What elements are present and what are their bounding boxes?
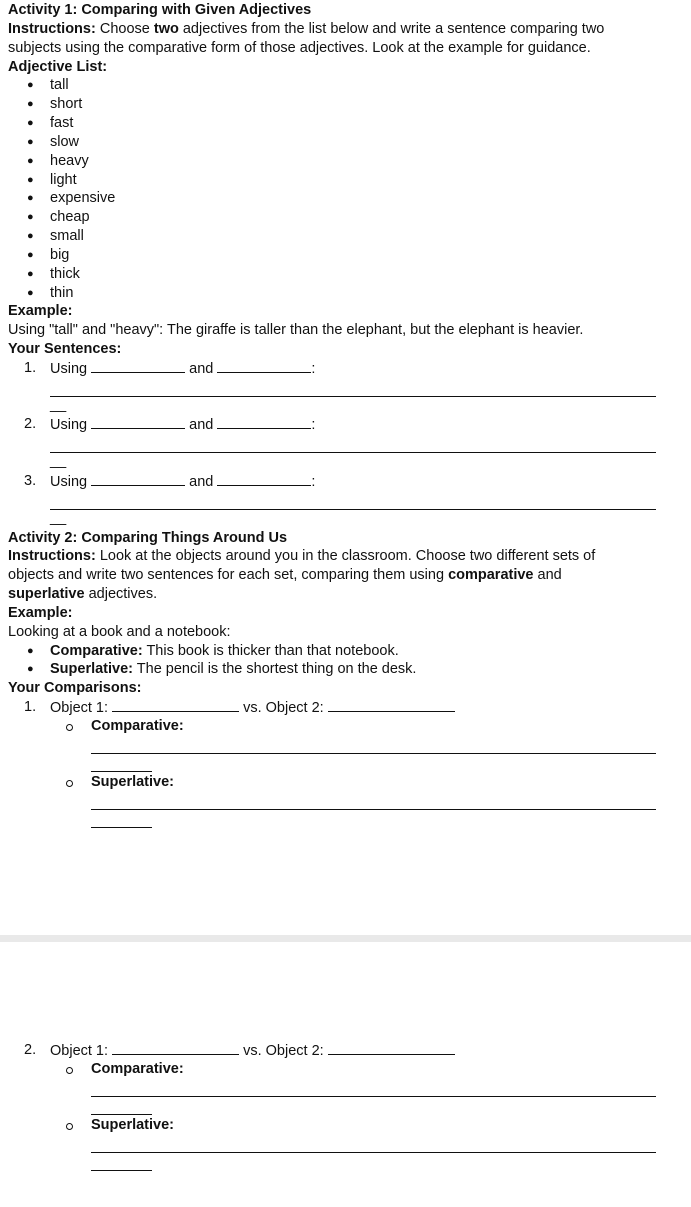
list-item: small bbox=[50, 228, 84, 244]
activity1-example-text: Using "tall" and "heavy": The giraffe is taller than the elephant, but the elephant is heavier. bbox=[8, 322, 584, 338]
bullet: ● bbox=[27, 155, 34, 167]
list-item: big bbox=[50, 247, 70, 263]
list-item: cheap bbox=[50, 209, 90, 225]
sentence-number: 2. bbox=[24, 416, 37, 432]
bullet: ● bbox=[27, 663, 34, 675]
adjective-2-blank[interactable] bbox=[217, 359, 311, 373]
sentence-2-answer-line-tail: __ bbox=[50, 453, 67, 469]
activity1-title: Activity 1: Comparing with Given Adjectives bbox=[8, 2, 312, 18]
activity2-example-intro: Looking at a book and a notebook: bbox=[8, 624, 231, 640]
list-item: slow bbox=[50, 134, 80, 150]
sentence-1-prompt: Using and : bbox=[50, 361, 316, 377]
circle-bullet bbox=[66, 1067, 73, 1074]
list-item: expensive bbox=[50, 190, 116, 206]
activity1-example-label: Example: bbox=[8, 303, 73, 319]
bullet: ● bbox=[27, 79, 34, 91]
activity1-instructions-line1: Instructions: Choose two adjectives from the list below and write a sentence comparing two bbox=[8, 21, 605, 37]
list-item: thin bbox=[50, 285, 74, 301]
sentence-2-prompt: Using and : bbox=[50, 417, 316, 433]
adjective-list-label: Adjective List: bbox=[8, 59, 108, 75]
adjective-1-blank[interactable] bbox=[91, 359, 185, 373]
sentence-3-answer-line-tail: __ bbox=[50, 510, 67, 526]
comparison-2-superlative-line[interactable] bbox=[91, 1152, 656, 1153]
bullet: ● bbox=[27, 230, 34, 242]
comparison-2-comparative-line[interactable] bbox=[91, 1096, 656, 1097]
list-item: thick bbox=[50, 266, 80, 282]
bullet: ● bbox=[27, 249, 34, 261]
list-item: fast bbox=[50, 115, 74, 131]
comparison-1-superlative-line-tail[interactable] bbox=[91, 827, 152, 828]
sentence-1-answer-line-tail: __ bbox=[50, 397, 67, 413]
bullet: ● bbox=[27, 192, 34, 204]
activity2-example-label: Example: bbox=[8, 605, 73, 621]
circle-bullet bbox=[66, 780, 73, 787]
page-break bbox=[0, 935, 691, 942]
circle-bullet bbox=[66, 724, 73, 731]
sentence-number: 3. bbox=[24, 473, 37, 489]
activity1-instructions-line2: subjects using the comparative form of those adjectives. Look at the example for guidance. bbox=[8, 40, 591, 56]
your-sentences-label: Your Sentences: bbox=[8, 341, 122, 357]
comparison-number: 2. bbox=[24, 1042, 37, 1058]
adjective-1-blank[interactable] bbox=[91, 472, 185, 486]
activity2-title: Activity 2: Comparing Things Around Us bbox=[8, 530, 288, 546]
comparison-1-superlative-label: Superlative: bbox=[91, 774, 174, 790]
list-item: light bbox=[50, 172, 77, 188]
sentence-2-answer-line[interactable] bbox=[50, 452, 656, 453]
comparison-1-comparative-line-tail[interactable] bbox=[91, 771, 152, 772]
bullet: ● bbox=[27, 136, 34, 148]
bullet: ● bbox=[27, 98, 34, 110]
adjective-2-blank[interactable] bbox=[217, 472, 311, 486]
sentence-3-prompt: Using and : bbox=[50, 474, 316, 490]
object-1-blank[interactable] bbox=[112, 1041, 239, 1055]
comparison-2-comparative-line-tail[interactable] bbox=[91, 1114, 152, 1115]
sentence-number: 1. bbox=[24, 360, 37, 376]
sentence-1-answer-line[interactable] bbox=[50, 396, 656, 397]
comparison-2-superlative-label: Superlative: bbox=[91, 1117, 174, 1133]
object-2-blank[interactable] bbox=[328, 1041, 455, 1055]
activity2-instructions-line3: superlative adjectives. bbox=[8, 586, 158, 602]
sentence-3-answer-line[interactable] bbox=[50, 509, 656, 510]
your-comparisons-label: Your Comparisons: bbox=[8, 680, 142, 696]
bullet: ● bbox=[27, 268, 34, 280]
list-item: short bbox=[50, 96, 83, 112]
bullet: ● bbox=[27, 645, 34, 657]
worksheet-page-2 bbox=[0, 942, 691, 1207]
comparison-1-objects: Object 1: vs. Object 2: bbox=[50, 698, 455, 718]
comparison-number: 1. bbox=[24, 699, 37, 715]
comparison-1-comparative-line[interactable] bbox=[91, 753, 656, 754]
list-item: heavy bbox=[50, 153, 89, 169]
bullet: ● bbox=[27, 287, 34, 299]
circle-bullet bbox=[66, 1123, 73, 1130]
comparison-2-superlative-line-tail[interactable] bbox=[91, 1170, 152, 1171]
comparison-1-superlative-line[interactable] bbox=[91, 809, 656, 810]
object-2-blank[interactable] bbox=[328, 698, 455, 712]
object-1-blank[interactable] bbox=[112, 698, 239, 712]
bullet: ● bbox=[27, 174, 34, 186]
example-superlative: Superlative: The pencil is the shortest thing on the desk. bbox=[50, 661, 417, 677]
example-comparative: Comparative: This book is thicker than that notebook. bbox=[50, 643, 399, 659]
list-item: tall bbox=[50, 77, 69, 93]
bullet: ● bbox=[27, 211, 34, 223]
comparison-2-comparative-label: Comparative: bbox=[91, 1061, 184, 1077]
adjective-2-blank[interactable] bbox=[217, 415, 311, 429]
activity2-instructions-line1: Instructions: Look at the objects around you in the classroom. Choose two different sets of bbox=[8, 548, 596, 564]
comparison-2-objects: Object 1: vs. Object 2: bbox=[50, 1041, 455, 1061]
bullet: ● bbox=[27, 117, 34, 129]
activity2-instructions-line2: objects and write two sentences for each set, comparing them using comparative and bbox=[8, 567, 562, 583]
adjective-1-blank[interactable] bbox=[91, 415, 185, 429]
comparison-1-comparative-label: Comparative: bbox=[91, 718, 184, 734]
